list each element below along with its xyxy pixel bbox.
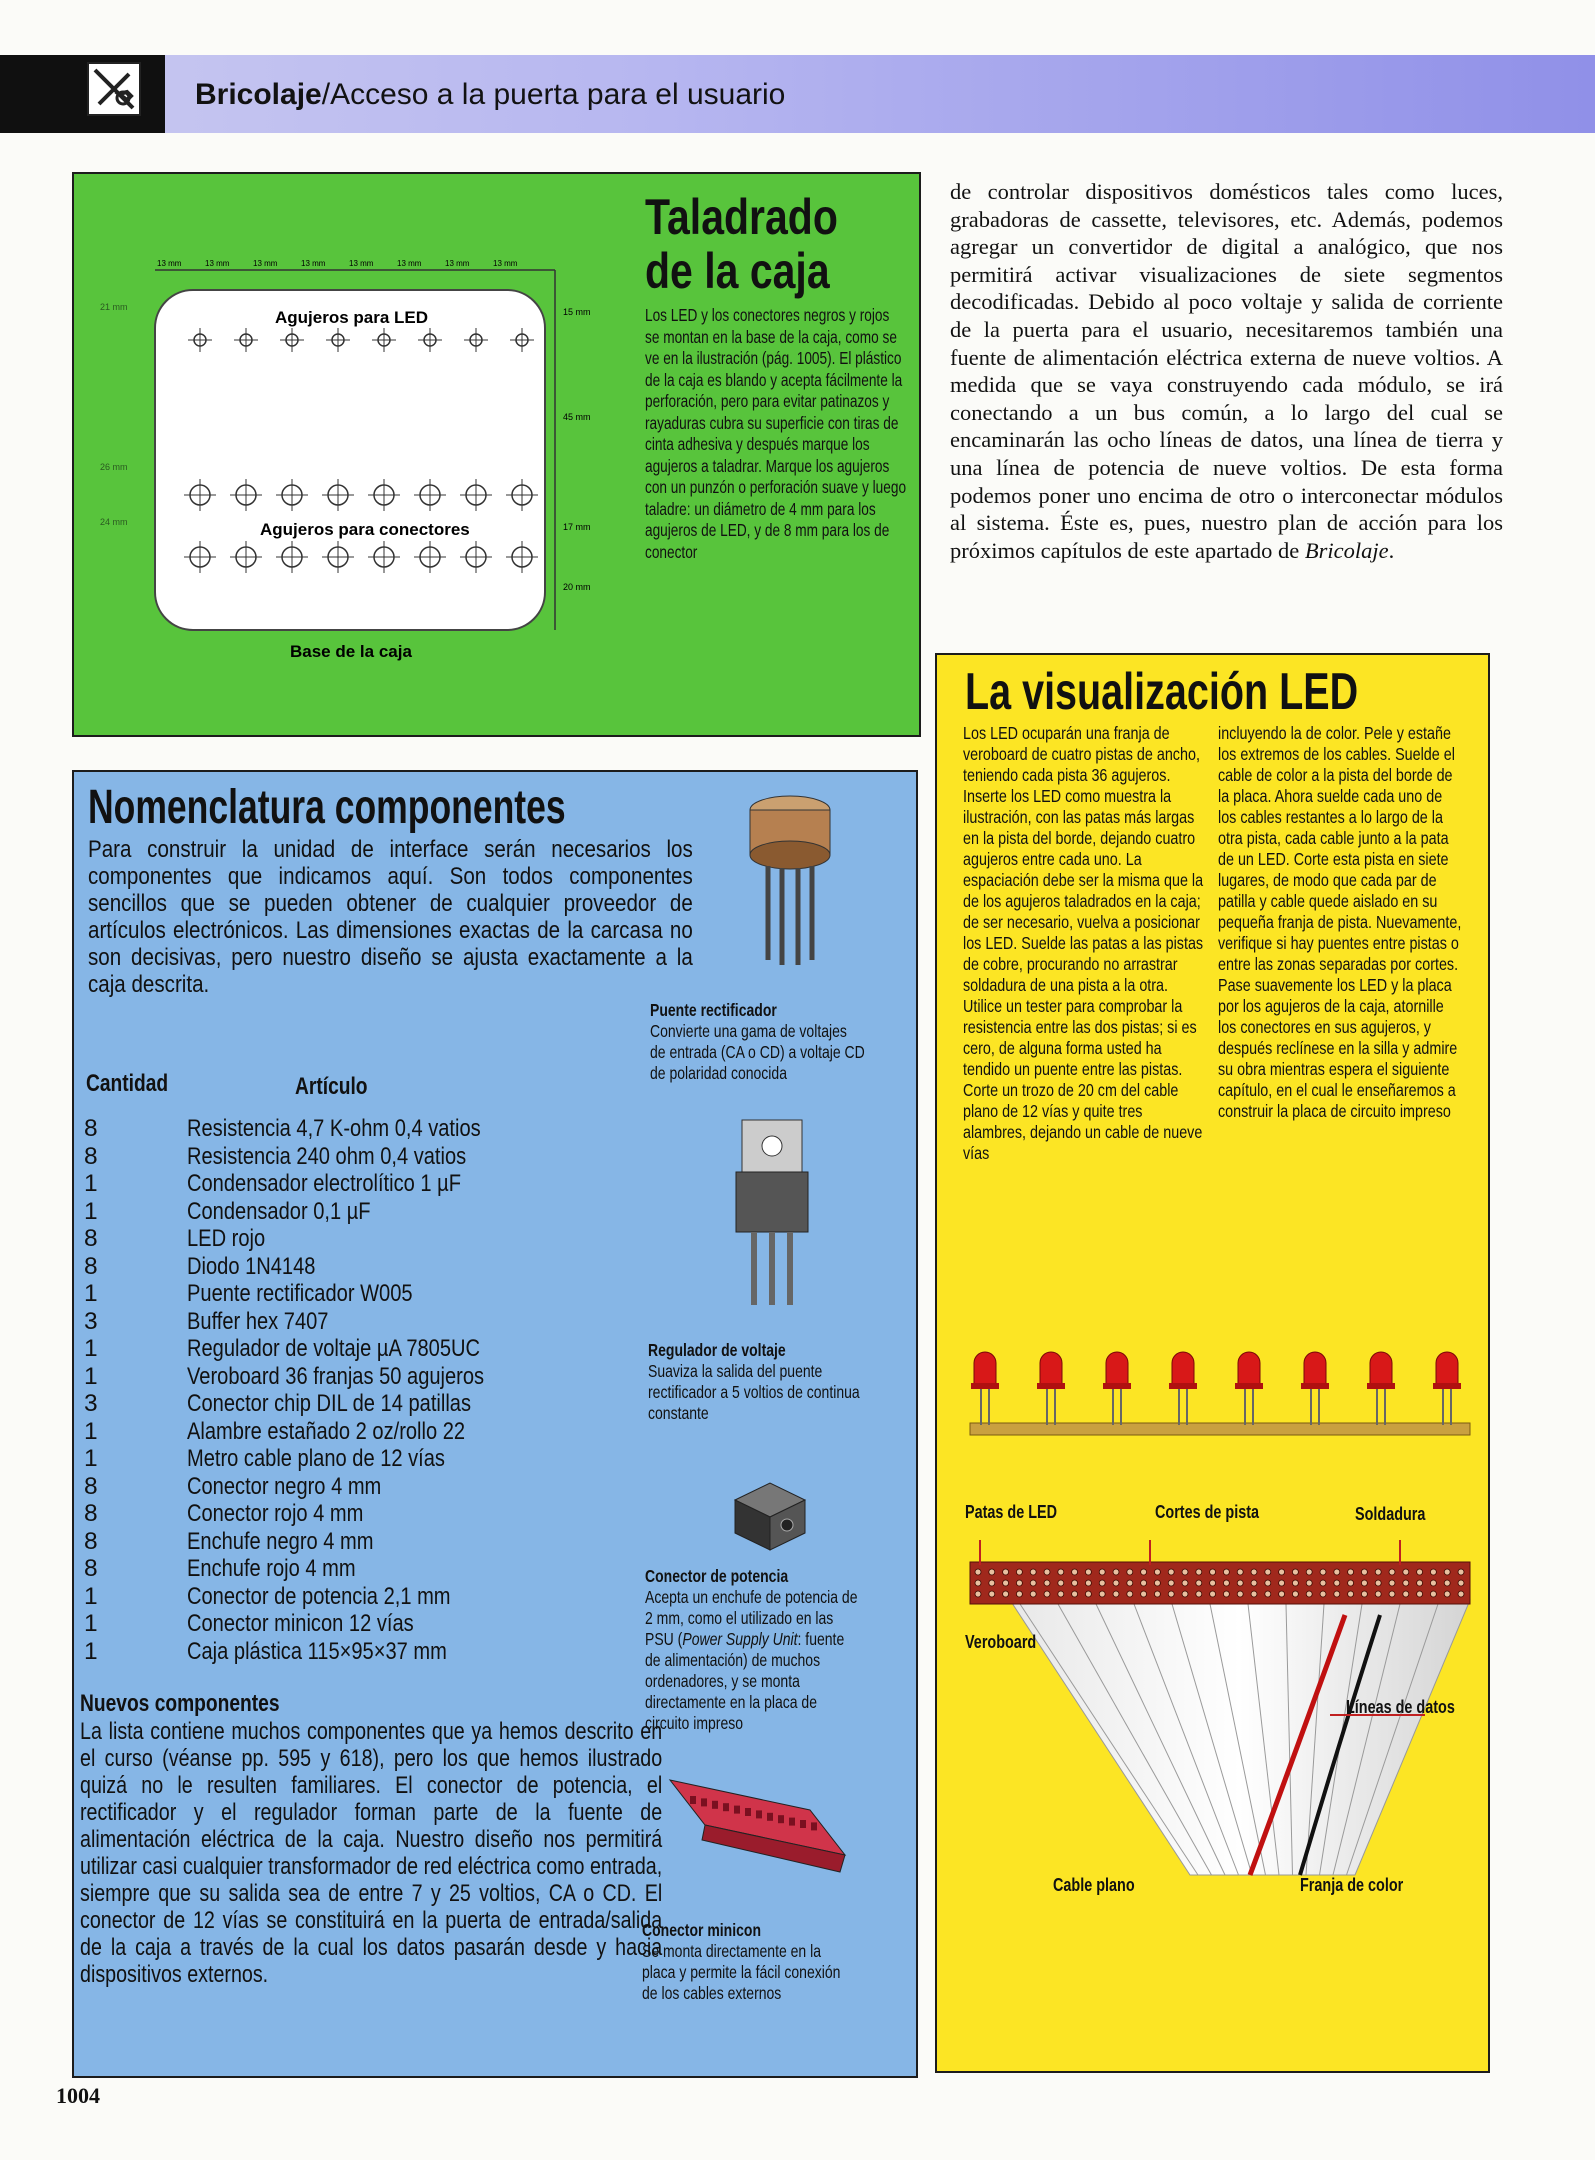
part-qty: 1 (84, 1335, 98, 1362)
veroboard-hole (1417, 1580, 1423, 1586)
veroboard-hole (1444, 1591, 1450, 1597)
veroboard-hole (1168, 1591, 1174, 1597)
veroboard-hole (1044, 1580, 1050, 1586)
caption-title-power-connector: Conector de potencia (645, 1566, 789, 1586)
part-qty: 1 (84, 1610, 98, 1637)
part-item: Conector chip DIL de 14 patillas (187, 1390, 472, 1417)
caption-text-power-connector: Acepta un enchufe de potencia de 2 mm, como el utilizado en las PSU (Power Supply Unit: fuente de alimentación) de muchos ordenadores, y se monta directamente en la placa de circuito impreso (645, 1587, 858, 1733)
dim-top: 15 mm (563, 307, 591, 317)
veroboard-hole (1154, 1591, 1160, 1597)
led-icon (1169, 1352, 1197, 1425)
veroboard-hole (989, 1580, 995, 1586)
veroboard-hole (1361, 1580, 1367, 1586)
part-item: Caja plástica 115×95×37 mm (187, 1637, 447, 1665)
part-item: Condensador electrolítico 1 µF (187, 1170, 462, 1197)
veroboard-hole (1072, 1591, 1078, 1597)
label-color-stripe: Franja de color (1300, 1875, 1404, 1895)
led-icon (1433, 1352, 1461, 1425)
part-item: Enchufe rojo 4 mm (187, 1555, 356, 1582)
label-led-holes: Agujeros para LED (275, 308, 429, 327)
veroboard-hole (1210, 1580, 1216, 1586)
components-title: Nomenclatura componentes (88, 781, 566, 834)
led-row (971, 1352, 1461, 1425)
part-item: Conector minicon 12 vías (187, 1610, 414, 1637)
led-icon (1037, 1352, 1065, 1425)
part-item: Conector negro 4 mm (187, 1472, 382, 1500)
spacing-label: 13 mm (253, 259, 278, 268)
led-icon (1103, 1352, 1131, 1425)
part-item: Conector de potencia 2,1 mm (187, 1582, 451, 1610)
part-item: Alambre estañado 2 oz/rollo 22 (187, 1417, 466, 1445)
veroboard-hole (1334, 1569, 1340, 1575)
veroboard-hole (1030, 1580, 1036, 1586)
veroboard-hole (1016, 1580, 1022, 1586)
veroboard-hole (1348, 1569, 1354, 1575)
veroboard-hole (1334, 1580, 1340, 1586)
intro-paragraph: de controlar dispositivos domésticos tales como luces, grabadoras de cassette, televisores, etc. Además, podemos agregar un convertidor de digital a analógico, que nos permitirá activar visualizaciones de siete segmentos decodificadas. Debido al poco voltaje y salida de corriente de la puerta para el usuario, necesitaremos también una fuente de alimentación eléctrica externa de nueve voltios. A medida que se vaya construyendo cada módulo, se irá conectando a un bus común, a lo largo del cual se encaminarán las ocho líneas de datos, una línea de tierra y una línea de potencia de nueve voltios. De esta forma podemos poner uno encima de otro o interconectar módulos al sistema. Éste es, pues, nuestro plan de acción para los próximos capítulos de este apartado de Bricolaje. (950, 179, 1503, 563)
minicon-pin (745, 1808, 751, 1816)
veroboard-hole (1058, 1591, 1064, 1597)
veroboard-hole (1458, 1569, 1464, 1575)
veroboard-hole (1223, 1569, 1229, 1575)
part-qty: 1 (84, 1197, 98, 1225)
veroboard-hole (1099, 1591, 1105, 1597)
part-qty: 1 (84, 1362, 98, 1390)
spacing-label: 13 mm (157, 259, 182, 268)
veroboard-hole (975, 1569, 981, 1575)
caption-text-regulator: Suaviza la salida del puente rectificador a 5 voltios de continua constante (648, 1361, 860, 1423)
spacing-label: 13 mm (301, 259, 326, 268)
caption-text-rectifier: Convierte una gama de voltajes de entrada (CA o CD) a voltaje CD de polaridad conocida (650, 1021, 865, 1083)
veroboard-hole (1058, 1569, 1064, 1575)
part-qty: 8 (84, 1555, 98, 1582)
veroboard-hole (1251, 1591, 1257, 1597)
spacing-label: 13 mm (397, 259, 422, 268)
minicon-pin (723, 1803, 729, 1811)
tools-icon (87, 62, 141, 116)
veroboard-hole (1320, 1569, 1326, 1575)
part-qty: 8 (84, 1142, 98, 1170)
part-qty: 1 (84, 1637, 98, 1665)
part-item: Enchufe negro 4 mm (187, 1527, 374, 1555)
veroboard-hole (1127, 1580, 1133, 1586)
part-item: Diodo 1N4148 (187, 1252, 316, 1280)
veroboard-hole (1072, 1569, 1078, 1575)
minicon-pin (778, 1815, 784, 1823)
veroboard-hole (1279, 1569, 1285, 1575)
part-item: Metro cable plano de 12 vías (187, 1445, 445, 1472)
veroboard-hole (1237, 1569, 1243, 1575)
led-icon (1367, 1352, 1395, 1425)
spacing-label: 13 mm (205, 259, 230, 268)
veroboard-hole (1389, 1580, 1395, 1586)
veroboard-hole (1168, 1580, 1174, 1586)
led-text-column-2: incluyendo la de color. Pele y estañe los extremos de los cables. Suelde el cable de color a la pista del borde de la placa. Ahora suelde cada uno de los cables restantes a lo largo de la otra pista, cada cable junto a la pata de un LED. Corte esta pista en siete lugares, de modo que cada par de patilla y cable quede aislado en su pequeña franja de pista. Nuevamente, verifique si hay puentes entre pistas o entre las zonas separadas por cortes. Pase suavemente los LED y la placa por los agujeros de la caja, atornille los conectores en sus agujeros, y después reclínese en la silla y admire su obra mientras espera el siguiente capítulo, en el cual le enseñaremos a construir la placa de circuito impreso (1218, 723, 1462, 1121)
part-item: Veroboard 36 franjas 50 agujeros (187, 1362, 485, 1390)
veroboard-hole (1403, 1591, 1409, 1597)
voltage-regulator-illustration (720, 1110, 830, 1310)
veroboard-hole (1085, 1580, 1091, 1586)
minicon-pin (756, 1810, 762, 1818)
veroboard-hole (1375, 1591, 1381, 1597)
parts-header-item: Artículo (295, 1073, 368, 1100)
part-qty: 1 (84, 1582, 98, 1610)
part-qty: 3 (84, 1307, 98, 1335)
veroboard-hole (1154, 1580, 1160, 1586)
veroboard-hole (1403, 1580, 1409, 1586)
veroboard-hole (1279, 1591, 1285, 1597)
veroboard-hole (1003, 1591, 1009, 1597)
minicon-pin (767, 1813, 773, 1821)
veroboard-hole (1085, 1569, 1091, 1575)
veroboard-hole (1099, 1569, 1105, 1575)
veroboard-hole (1265, 1591, 1271, 1597)
veroboard-hole (1113, 1580, 1119, 1586)
veroboard-hole (1237, 1591, 1243, 1597)
veroboard-hole (1113, 1591, 1119, 1597)
header-title: Bricolaje/Acceso a la puerta para el usuario (195, 78, 786, 111)
veroboard-hole (1389, 1569, 1395, 1575)
veroboard-hole (1265, 1569, 1271, 1575)
power-connector-illustration (725, 1475, 815, 1555)
minicon-connector-illustration (660, 1760, 860, 1880)
veroboard-hole (1196, 1591, 1202, 1597)
veroboard-hole (1403, 1569, 1409, 1575)
part-item: Conector rojo 4 mm (187, 1500, 364, 1527)
part-qty: 8 (84, 1500, 98, 1527)
dim-bottom: 20 mm (563, 582, 591, 592)
part-qty: 8 (84, 1472, 98, 1500)
dim-left-2: 26 mm (100, 462, 128, 472)
caption-title-rectifier: Puente rectificador (650, 1000, 777, 1020)
veroboard-hole (1417, 1591, 1423, 1597)
veroboard-hole (1292, 1591, 1298, 1597)
veroboard-hole (1361, 1591, 1367, 1597)
veroboard-hole (1182, 1569, 1188, 1575)
dim-left-3: 24 mm (100, 517, 128, 527)
part-qty: 8 (84, 1252, 98, 1280)
minicon-pin (701, 1798, 707, 1806)
minicon-pin (734, 1806, 740, 1814)
veroboard-hole (1003, 1580, 1009, 1586)
veroboard-hole (1223, 1580, 1229, 1586)
spacing-label: 13 mm (493, 259, 518, 268)
veroboard-hole (1417, 1569, 1423, 1575)
label-data-lines: Líneas de datos (1346, 1697, 1455, 1717)
veroboard-hole (1292, 1580, 1298, 1586)
spacing-label: 13 mm (445, 259, 470, 268)
label-case-base: Base de la caja (290, 642, 412, 661)
veroboard-hole (975, 1591, 981, 1597)
caption-title-regulator: Regulador de voltaje (648, 1340, 786, 1360)
bridge-rectifier-illustration (730, 780, 850, 970)
label-solder: Soldadura (1355, 1504, 1426, 1524)
part-qty: 3 (84, 1390, 98, 1417)
part-item: Regulador de voltaje µA 7805UC (187, 1335, 481, 1362)
part-item: Puente rectificador W005 (187, 1280, 413, 1307)
veroboard-hole (1141, 1591, 1147, 1597)
veroboard-hole (1003, 1569, 1009, 1575)
veroboard-hole (1210, 1569, 1216, 1575)
veroboard-hole (1444, 1569, 1450, 1575)
veroboard-hole (1389, 1591, 1395, 1597)
veroboard-hole (1292, 1569, 1298, 1575)
led-icon (971, 1352, 999, 1425)
veroboard-hole (1430, 1591, 1436, 1597)
veroboard-hole (975, 1580, 981, 1586)
veroboard-hole (1044, 1569, 1050, 1575)
spacing-label: 13 mm (349, 259, 374, 268)
part-qty: 8 (84, 1225, 98, 1252)
part-item: Resistencia 240 ohm 0,4 vatios (187, 1142, 467, 1170)
veroboard-hole (1016, 1569, 1022, 1575)
veroboard-hole (1444, 1580, 1450, 1586)
veroboard-hole (1113, 1569, 1119, 1575)
veroboard-hole (1030, 1591, 1036, 1597)
minicon-pin (811, 1822, 817, 1830)
veroboard-hole (1348, 1591, 1354, 1597)
veroboard-hole (1306, 1591, 1312, 1597)
part-qty: 8 (84, 1115, 98, 1142)
components-intro: Para construir la unidad de interface serán necesarios los componentes que indicamos aquí. Son todos componentes sencillos que se pueden obtener de cualquier proveedor de artículos electrónicos. Las dimensiones exactas de la carcasa no son decisivas, pero nuestro diseño se ajusta exactamente a la caja descrita. (88, 836, 693, 998)
veroboard-hole (1320, 1580, 1326, 1586)
veroboard-hole (1016, 1591, 1022, 1597)
part-qty: 1 (84, 1445, 98, 1472)
minicon-pin (712, 1801, 718, 1809)
part-item: LED rojo (187, 1225, 266, 1252)
led-strip-board (970, 1423, 1470, 1435)
veroboard-hole (1154, 1569, 1160, 1575)
veroboard-hole (1044, 1591, 1050, 1597)
veroboard-hole (1251, 1580, 1257, 1586)
veroboard-hole (1210, 1591, 1216, 1597)
label-veroboard: Veroboard (965, 1632, 1037, 1652)
spacing-labels (157, 259, 518, 268)
dim-lower: 17 mm (563, 522, 591, 532)
veroboard-hole (1251, 1569, 1257, 1575)
veroboard-hole (1320, 1591, 1326, 1597)
veroboard-hole (1141, 1569, 1147, 1575)
dim-middle: 45 mm (563, 412, 591, 422)
label-track-cuts: Cortes de pista (1155, 1502, 1260, 1522)
veroboard-hole (1085, 1591, 1091, 1597)
veroboard-hole (1030, 1569, 1036, 1575)
led-icon (1301, 1352, 1329, 1425)
veroboard-hole (1072, 1580, 1078, 1586)
veroboard-hole (1265, 1580, 1271, 1586)
part-qty: 8 (84, 1527, 98, 1555)
label-connector-holes: Agujeros para conectores (260, 520, 470, 539)
veroboard-hole (1430, 1569, 1436, 1575)
veroboard-hole (1182, 1591, 1188, 1597)
part-item: Resistencia 4,7 K-ohm 0,4 vatios (187, 1115, 481, 1142)
veroboard-hole (1182, 1580, 1188, 1586)
case-base-outline (155, 290, 545, 630)
led-text-column-1: Los LED ocuparán una franja de veroboard de cuatro pistas de ancho, teniendo cada pista 36 agujeros. Inserte los LED como muestra la ilustración, con las patas más largas en la pista del borde, dejando cuatro agujeros entre cada uno. La espaciación debe ser la misma que la de los agujeros taladrados en la caja; de ser necesario, vuelva a posicionar los LED. Suelde las patas a las pistas de cobre, procurando no arrastrar soldadura de una pista a la otra. Utilice un tester para comprobar la resistencia entre las dos pistas; si es cero, de alguna forma usted ha tendido un puente entre las pistas. Corte un trozo de 20 cm del cable plano de 12 vías y quite tres alambres, dejando un cable de nueve vías (963, 723, 1204, 1163)
veroboard-hole (1375, 1569, 1381, 1575)
veroboard-hole (1334, 1591, 1340, 1597)
part-qty: 1 (84, 1170, 98, 1197)
veroboard-hole (1458, 1580, 1464, 1586)
veroboard-hole (1099, 1580, 1105, 1586)
minicon-pin (789, 1818, 795, 1826)
new-components-text: La lista contiene muchos componentes que ya hemos descrito en el curso (véanse pp. 595 y 618), pero los que hemos ilustrado quizá no le resulten familiares. El conector de potencia, el rectificador y el regulador forman parte de la fuente de alimentación eléctrica de la caja. Nuestro diseño nos permitirá utilizar casi cualquier transformador de red eléctrica como entrada, siempre que su salida sea de entre 7 y 25 voltios, CA o CD. El conector de 12 vías se constituirá en la puerta de entrada/salida de la caja a través de la cual los datos pasarán desde y hacia dispositivos externos. (80, 1718, 663, 1988)
page-number: 1004 (56, 2083, 100, 2108)
veroboard-hole (1196, 1569, 1202, 1575)
veroboard-hole (1361, 1569, 1367, 1575)
led-display-title: La visualización LED (965, 663, 1359, 721)
dim-left-1: 21 mm (100, 302, 128, 312)
part-item: Buffer hex 7407 (187, 1307, 329, 1335)
veroboard-hole (1375, 1580, 1381, 1586)
drilling-diagram (85, 255, 625, 675)
drilling-title: Taladrado de la caja (645, 189, 838, 299)
veroboard-hole (1237, 1580, 1243, 1586)
veroboard-hole (1430, 1580, 1436, 1586)
caption-text-minicon: Se monta directamente en la placa y permite la fácil conexión de los cables externos (642, 1941, 841, 2003)
veroboard-hole (1223, 1591, 1229, 1597)
minicon-pin (800, 1820, 806, 1828)
part-item: Condensador 0,1 µF (187, 1197, 371, 1225)
veroboard-hole (1458, 1591, 1464, 1597)
veroboard-hole (1168, 1569, 1174, 1575)
part-qty: 1 (84, 1280, 98, 1307)
label-ribbon-cable: Cable plano (1053, 1875, 1135, 1895)
caption-title-minicon: Conector minicon (642, 1920, 762, 1940)
veroboard-hole (1058, 1580, 1064, 1586)
drilling-text: Los LED y los conectores negros y rojos se montan en la base de la caja, como se ve en la ilustración (pág. 1005). El plástico de la caja es blando y acepta fácilmente la perforación, pero para evitar patinazos y rayaduras cubra su superficie con tiras de cinta adhesiva y después marque los agujeros a taladrar. Marque los agujeros con un punzón o perforación suave y luego taladre: un diámetro de 4 mm para los agujeros de LED, y de 8 mm para los de conector (645, 305, 907, 562)
parts-header-qty: Cantidad (86, 1070, 169, 1097)
new-components-heading: Nuevos componentes (80, 1690, 280, 1717)
veroboard-hole (1279, 1580, 1285, 1586)
part-qty: 1 (84, 1417, 98, 1445)
veroboard-hole (1141, 1580, 1147, 1586)
veroboard-hole (1127, 1591, 1133, 1597)
led-row-illustration (955, 1345, 1485, 1445)
veroboard-hole (989, 1569, 995, 1575)
veroboard-hole (1306, 1580, 1312, 1586)
veroboard-hole (1127, 1569, 1133, 1575)
led-icon (1235, 1352, 1263, 1425)
minicon-pin (690, 1796, 696, 1804)
veroboard-hole (1348, 1580, 1354, 1586)
label-led-legs: Patas de LED (965, 1502, 1058, 1522)
veroboard-hole (1196, 1580, 1202, 1586)
veroboard-hole (989, 1591, 995, 1597)
veroboard-hole (1306, 1569, 1312, 1575)
